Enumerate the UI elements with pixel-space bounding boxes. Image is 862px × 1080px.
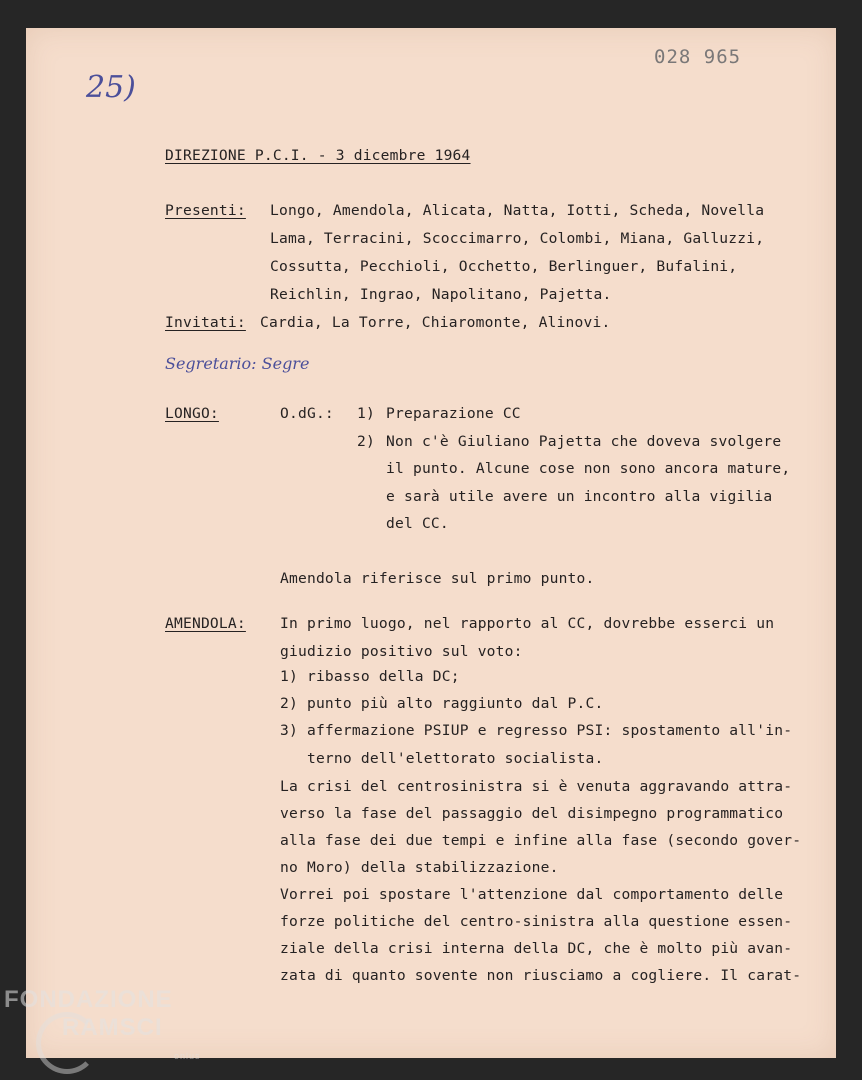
amendola-line: verso la fase del passaggio del disimpegno programmatico [280, 805, 784, 822]
amendola-line: 3) affermazione PSIUP e regresso PSI: spostamento all'in- [280, 722, 793, 739]
amendola-line: no Moro) della stabilizzazione. [280, 859, 559, 876]
watermark-line2: RAMSCI [62, 1014, 163, 1041]
presenti-line: Lama, Terracini, Scoccimarro, Colombi, Miana, Galluzzi, [270, 230, 765, 247]
invitati-label: Invitati: [165, 314, 246, 331]
amendola-line: zata di quanto sovente non riusciamo a cogliere. Il carat- [280, 967, 802, 984]
odg-item-text: e sarà utile avere un incontro alla vigilia [386, 488, 773, 505]
amendola-line: 1) ribasso della DC; [280, 668, 460, 685]
amendola-line: ziale della crisi interna della DC, che è molto più avan- [280, 940, 793, 957]
archive-stamp: 028 965 [654, 46, 742, 68]
odg-item-text: del CC. [386, 515, 449, 532]
amendola-intro: Amendola riferisce sul primo punto. [280, 570, 595, 587]
handwritten-segretario-note: Segretario: Segre [165, 354, 310, 373]
odg-item-text: Preparazione CC [386, 405, 521, 422]
amendola-line: forze politiche del centro-sinistra alla questione essen- [280, 913, 793, 930]
presenti-line: Longo, Amendola, Alicata, Natta, Iotti, Scheda, Novella [270, 202, 765, 219]
archive-watermark [4, 986, 201, 1061]
amendola-line: La crisi del centrosinistra si è venuta aggravando attra- [280, 778, 793, 795]
presenti-line: Reichlin, Ingrao, Napolitano, Pajetta. [270, 286, 612, 303]
amendola-line: terno dell'elettorato socialista. [280, 750, 604, 767]
handwritten-page-mark: 25) [86, 70, 136, 105]
watermark-suffix: onlus [174, 1051, 201, 1061]
watermark-line1: FONDAZIONE [4, 986, 173, 1013]
longo-label: LONGO: [165, 405, 219, 422]
document-page [26, 28, 836, 1058]
document-title: DIREZIONE P.C.I. - 3 dicembre 1964 [165, 147, 471, 164]
odg-item-number: 2) [357, 433, 375, 450]
amendola-line: giudizio positivo sul voto: [280, 643, 523, 660]
odg-label: O.dG.: [280, 405, 334, 422]
amendola-line: Vorrei poi spostare l'attenzione dal comportamento delle [280, 886, 784, 903]
odg-item-text: Non c'è Giuliano Pajetta che doveva svolgere [386, 433, 782, 450]
amendola-line: In primo luogo, nel rapporto al CC, dovrebbe esserci un [280, 615, 775, 632]
presenti-label: Presenti: [165, 202, 246, 219]
amendola-label: AMENDOLA: [165, 615, 246, 632]
presenti-line: Cossutta, Pecchioli, Occhetto, Berlinguer, Bufalini, [270, 258, 738, 275]
amendola-line: 2) punto più alto raggiunto dal P.C. [280, 695, 604, 712]
invitati-text: Cardia, La Torre, Chiaromonte, Alinovi. [260, 314, 611, 331]
odg-item-text: il punto. Alcune cose non sono ancora mature, [386, 460, 791, 477]
odg-item-number: 1) [357, 405, 375, 422]
amendola-line: alla fase dei due tempi e infine alla fase (secondo gover- [280, 832, 802, 849]
